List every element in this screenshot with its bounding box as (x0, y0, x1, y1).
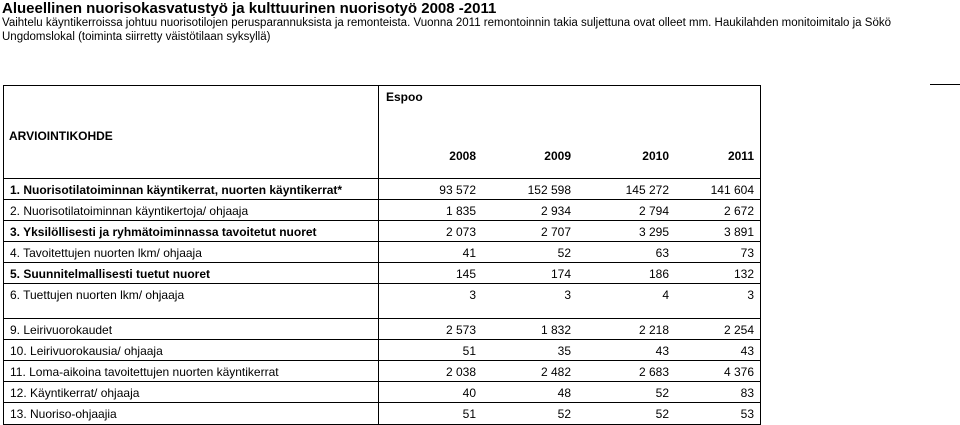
row-label: 13. Nuoriso-ohjaajia (10, 407, 117, 421)
page-subtitle: Vaihtelu käyntikerroissa johtuu nuorisotilojen perusparannuksista ja remonteista. Vuonna 2011 remontoinnin takia suljettuna ovat olleet mm. Haukilahden monitoimitalo ja Sökö Ungdomslokal (toiminta siirretty väistötilaan syksyllä) (2, 17, 891, 43)
row-value-2009: 152 598 (527, 183, 571, 197)
row-value-2011: 141 604 (710, 183, 754, 197)
row-value-2011: 2 672 (723, 204, 754, 218)
year-header: 2011 (727, 149, 754, 163)
row-label: 5. Suunnitelmallisesti tuetut nuoret (10, 267, 211, 281)
table-row (4, 199, 760, 220)
statistics-table (3, 85, 761, 425)
row-value-2008: 1 835 (445, 204, 476, 218)
table-row (4, 339, 760, 360)
row-label: 4. Tavoitettujen nuorten lkm/ ohjaaja (10, 246, 202, 260)
row-value-2008: 51 (462, 344, 476, 358)
region-header: Espoo (386, 90, 423, 104)
row-value-2010: 52 (655, 407, 669, 421)
row-value-2009: 174 (550, 267, 571, 281)
row-value-2010: 52 (655, 386, 669, 400)
row-value-2011: 3 (747, 288, 754, 302)
row-value-2010: 43 (655, 344, 669, 358)
row-value-2011: 2 254 (723, 323, 754, 337)
row-value-2009: 48 (557, 386, 571, 400)
row-value-2010: 4 (662, 288, 669, 302)
row-value-2010: 63 (655, 246, 669, 260)
row-value-2008: 51 (462, 407, 476, 421)
row-label: 3. Yksilöllisesti ja ryhmätoiminnassa tavoitetut nuoret (10, 225, 317, 239)
table-row (4, 402, 760, 423)
row-value-2010: 2 794 (638, 204, 669, 218)
row-label: 9. Leirivuorokaudet (10, 323, 113, 337)
row-value-2010: 3 295 (638, 225, 669, 239)
table-row (4, 318, 760, 339)
row-value-2008: 2 038 (445, 365, 476, 379)
row-value-2008: 40 (462, 386, 476, 400)
table-row (4, 178, 760, 199)
row-value-2008: 41 (462, 246, 476, 260)
row-label: 12. Käyntikerrat/ ohjaaja (10, 386, 140, 400)
row-value-2009: 2 707 (540, 225, 571, 239)
row-value-2008: 145 (455, 267, 476, 281)
table-row (4, 262, 760, 283)
year-header: 2008 (449, 149, 476, 163)
row-value-2009: 2 934 (540, 204, 571, 218)
row-value-2008: 3 (469, 288, 476, 302)
row-value-2008: 93 572 (439, 183, 476, 197)
row-value-2011: 4 376 (723, 365, 754, 379)
row-value-2008: 2 573 (445, 323, 476, 337)
row-label: 10. Leirivuorokausia/ ohjaaja (10, 344, 163, 358)
row-value-2011: 132 (733, 267, 754, 281)
row-value-2011: 83 (740, 386, 754, 400)
row-value-2011: 53 (740, 407, 754, 421)
row-value-2009: 1 832 (540, 323, 571, 337)
row-value-2011: 3 891 (723, 225, 754, 239)
row-value-2010: 2 683 (638, 365, 669, 379)
row-label: 11. Loma-aikoina tavoitettujen nuorten käyntikerrat (10, 365, 279, 379)
row-value-2011: 43 (740, 344, 754, 358)
row-value-2010: 2 218 (638, 323, 669, 337)
section-label: ARVIOINTIKOHDE (9, 129, 113, 143)
table-row (4, 220, 760, 241)
table-row (4, 241, 760, 262)
row-value-2010: 145 272 (625, 183, 669, 197)
row-label: 2. Nuorisotilatoiminnan käyntikertoja/ ohjaaja (10, 204, 249, 218)
row-value-2009: 3 (564, 288, 571, 302)
divider-line (930, 84, 960, 85)
page-title: Alueellinen nuorisokasvatustyö ja kulttuurinen nuorisotyö 2008 -2011 (2, 0, 497, 17)
table-row (4, 381, 760, 402)
table-row (4, 360, 760, 381)
row-label: 6. Tuettujen nuorten lkm/ ohjaaja (10, 288, 185, 302)
table-row (4, 283, 760, 304)
row-value-2009: 35 (557, 344, 571, 358)
row-value-2010: 186 (648, 267, 669, 281)
row-value-2008: 2 073 (445, 225, 476, 239)
row-label: 1. Nuorisotilatoiminnan käyntikerrat, nuorten käyntikerrat* (10, 183, 343, 197)
year-header: 2009 (544, 149, 571, 163)
row-value-2011: 73 (740, 246, 754, 260)
year-header: 2010 (642, 149, 669, 163)
row-value-2009: 52 (557, 246, 571, 260)
row-value-2009: 52 (557, 407, 571, 421)
row-value-2009: 2 482 (540, 365, 571, 379)
